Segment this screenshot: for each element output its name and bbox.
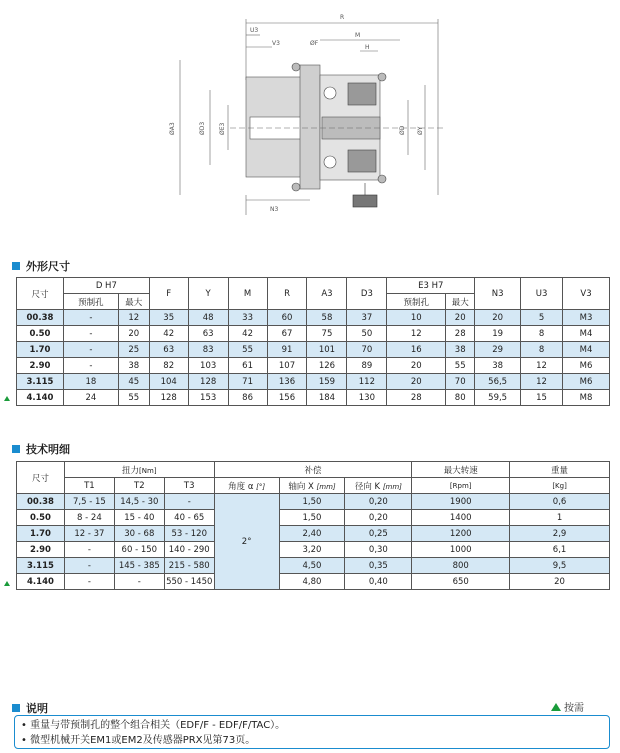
table-cell: 7,5 - 15 — [64, 494, 114, 510]
table-cell: 136 — [267, 374, 307, 390]
col-compensation: 补偿 — [214, 462, 412, 478]
table-cell: 0,25 — [345, 526, 412, 542]
col-radial: 径向 K [mm] — [345, 478, 412, 494]
table-cell: 67 — [267, 326, 307, 342]
col-t2: T2 — [114, 478, 164, 494]
table-cell: 56,5 — [475, 374, 521, 390]
table-cell: 55 — [446, 358, 475, 374]
table-cell: 8 — [521, 326, 563, 342]
table-cell: 45 — [118, 374, 149, 390]
table-cell: - — [63, 310, 118, 326]
table-cell: M3 — [563, 310, 610, 326]
table-row — [17, 574, 610, 590]
table-cell: 0,35 — [345, 558, 412, 574]
label-n3: N3 — [270, 206, 279, 213]
table-cell: 30 - 68 — [114, 526, 164, 542]
table-cell: 126 — [307, 358, 347, 374]
table-cell: 59,5 — [475, 390, 521, 406]
table-cell: - — [63, 326, 118, 342]
col-y: Y — [188, 278, 228, 310]
table-cell: 2,9 — [510, 526, 610, 542]
table-cell: 0.50 — [17, 510, 65, 526]
table-cell: 60 — [267, 310, 307, 326]
col-v3: V3 — [563, 278, 610, 310]
label-h: H — [365, 44, 370, 51]
table-cell: 75 — [307, 326, 347, 342]
note-1: • 重量与带预制孔的整个组合相关（EDF/F - EDF/F/TAC）。 — [21, 720, 286, 731]
table-cell: 140 - 290 — [164, 542, 214, 558]
table-cell: 82 — [149, 358, 188, 374]
col-angle: 角度 α [°] — [214, 478, 279, 494]
table-cell: 12 — [521, 358, 563, 374]
label-d3: ØD3 — [199, 121, 206, 135]
table-cell: 89 — [347, 358, 387, 374]
table-row — [17, 542, 610, 558]
table-cell: 107 — [267, 358, 307, 374]
label-f: ØF — [310, 40, 319, 47]
col-n3: N3 — [475, 278, 521, 310]
table-cell: - — [114, 574, 164, 590]
table-cell: 58 — [307, 310, 347, 326]
col-speed-unit: [Rpm] — [412, 478, 510, 494]
section-dimensions-heading: 外形尺寸 — [12, 258, 70, 274]
table-cell: 15 - 40 — [114, 510, 164, 526]
table-cell: 3.115 — [17, 558, 65, 574]
table-cell: 215 - 580 — [164, 558, 214, 574]
section-marker-icon — [12, 445, 20, 453]
table-cell: 1,50 — [279, 510, 345, 526]
table-cell: 12 — [521, 374, 563, 390]
table-cell: 14,5 - 30 — [114, 494, 164, 510]
table-cell: 1 — [510, 510, 610, 526]
table-cell: 28 — [387, 390, 446, 406]
table-cell: 55 — [118, 390, 149, 406]
table-row — [17, 526, 610, 542]
col-axial: 轴向 X [mm] — [279, 478, 345, 494]
table-row — [17, 494, 610, 510]
table-cell: 4,80 — [279, 574, 345, 590]
table-cell: 1,50 — [279, 494, 345, 510]
table-row — [17, 558, 610, 574]
table-cell: 650 — [412, 574, 510, 590]
table-cell: 38 — [446, 342, 475, 358]
col-e3: E3 H7 — [387, 278, 475, 294]
table-cell: 37 — [347, 310, 387, 326]
coupling-drawing — [150, 5, 460, 220]
table-cell: - — [164, 494, 214, 510]
table-cell: 70 — [446, 374, 475, 390]
section-marker-icon — [12, 262, 20, 270]
table-cell: 18 — [63, 374, 118, 390]
table-row — [17, 310, 610, 326]
angle-value-cell: 2° — [214, 494, 279, 590]
table-cell: 19 — [475, 326, 521, 342]
table-cell: 104 — [149, 374, 188, 390]
col-size: 尺寸 — [17, 278, 64, 310]
table-cell: 33 — [228, 310, 267, 326]
col-r: R — [267, 278, 307, 310]
table-cell: 70 — [347, 342, 387, 358]
table-cell: 0,40 — [345, 574, 412, 590]
table-cell: 15 — [521, 390, 563, 406]
col-size: 尺寸 — [17, 462, 65, 494]
technical-table — [16, 461, 610, 590]
label-m: M — [355, 32, 361, 39]
table-cell: 1200 — [412, 526, 510, 542]
table-cell: 24 — [63, 390, 118, 406]
table-cell: 1400 — [412, 510, 510, 526]
col-weight: 重量 — [510, 462, 610, 478]
table-cell: - — [64, 574, 114, 590]
table-cell: M4 — [563, 342, 610, 358]
table-row — [17, 510, 610, 526]
col-d-max: 最大 — [118, 294, 149, 310]
table-cell: 4.140 — [17, 574, 65, 590]
table-cell: 184 — [307, 390, 347, 406]
table-cell: 800 — [412, 558, 510, 574]
col-e3-pre: 预制孔 — [387, 294, 446, 310]
table-cell: - — [63, 342, 118, 358]
label-d: ØD — [399, 125, 406, 135]
table-cell: 63 — [149, 342, 188, 358]
col-max-speed: 最大转速 — [412, 462, 510, 478]
table-row — [17, 342, 610, 358]
table-cell: 128 — [149, 390, 188, 406]
table-cell: 145 - 385 — [114, 558, 164, 574]
table-row — [17, 358, 610, 374]
on-request-marker-icon — [4, 581, 10, 586]
notes-box — [14, 715, 610, 749]
table-cell: 8 — [521, 342, 563, 358]
label-y: ØY — [417, 126, 424, 135]
col-d-pre: 预制孔 — [63, 294, 118, 310]
table-cell: 40 - 65 — [164, 510, 214, 526]
table-cell: 12 — [387, 326, 446, 342]
table-cell: 20 — [387, 374, 446, 390]
label-e3: ØE3 — [219, 122, 226, 135]
table-cell: 20 — [475, 310, 521, 326]
col-weight-unit: [Kg] — [510, 478, 610, 494]
on-request-marker-icon — [4, 396, 10, 401]
label-v3: V3 — [272, 40, 280, 47]
table-cell: 29 — [475, 342, 521, 358]
table-cell: 83 — [188, 342, 228, 358]
table-cell: 16 — [387, 342, 446, 358]
table-cell: - — [64, 558, 114, 574]
table-cell: 9,5 — [510, 558, 610, 574]
table-cell: 0,20 — [345, 494, 412, 510]
table-cell: 42 — [228, 326, 267, 342]
table-cell: 71 — [228, 374, 267, 390]
table-row — [17, 390, 610, 406]
table-cell: - — [64, 542, 114, 558]
table-cell: M6 — [563, 374, 610, 390]
label-r: R — [340, 14, 345, 21]
table-cell: 159 — [307, 374, 347, 390]
table-cell: 38 — [475, 358, 521, 374]
table-cell: 55 — [228, 342, 267, 358]
table-cell: M6 — [563, 358, 610, 374]
table-cell: 1.70 — [17, 526, 65, 542]
table-cell: 91 — [267, 342, 307, 358]
table-cell: 153 — [188, 390, 228, 406]
table-cell: 20 — [510, 574, 610, 590]
dimensions-table — [16, 277, 610, 406]
table-cell: - — [63, 358, 118, 374]
table-cell: 48 — [188, 310, 228, 326]
legend-on-request: 按需 — [551, 699, 584, 714]
table-cell: 3.115 — [17, 374, 64, 390]
table-cell: 128 — [188, 374, 228, 390]
table-cell: 550 - 1450 — [164, 574, 214, 590]
table-cell: 8 - 24 — [64, 510, 114, 526]
table-cell: 20 — [387, 358, 446, 374]
table-cell: 101 — [307, 342, 347, 358]
table-cell: 25 — [118, 342, 149, 358]
table-cell: 0,20 — [345, 510, 412, 526]
table-cell: 4.140 — [17, 390, 64, 406]
table-cell: 50 — [347, 326, 387, 342]
col-e3-max: 最大 — [446, 294, 475, 310]
col-d3: D3 — [347, 278, 387, 310]
table-cell: 80 — [446, 390, 475, 406]
table-cell: 2.90 — [17, 542, 65, 558]
table-cell: 12 — [118, 310, 149, 326]
table-cell: 0.50 — [17, 326, 64, 342]
table-cell: 63 — [188, 326, 228, 342]
table-cell: 4,50 — [279, 558, 345, 574]
table-cell: 2.90 — [17, 358, 64, 374]
note-2: • 微型机械开关EM1或EM2及传感器PRX见第73页。 — [21, 735, 256, 746]
col-a3: A3 — [307, 278, 347, 310]
table-cell: 42 — [149, 326, 188, 342]
table-cell: 12 - 37 — [64, 526, 114, 542]
table-row — [17, 326, 610, 342]
table-cell: 20 — [446, 310, 475, 326]
table-cell: M8 — [563, 390, 610, 406]
triangle-icon — [551, 703, 561, 711]
table-cell: 00.38 — [17, 310, 64, 326]
table-cell: 53 - 120 — [164, 526, 214, 542]
table-cell: 3,20 — [279, 542, 345, 558]
table-cell: M4 — [563, 326, 610, 342]
table-cell: 35 — [149, 310, 188, 326]
col-f: F — [149, 278, 188, 310]
table-cell: 0,6 — [510, 494, 610, 510]
label-u3: U3 — [250, 27, 259, 34]
table-cell: 6,1 — [510, 542, 610, 558]
table-cell: 0,30 — [345, 542, 412, 558]
table-cell: 10 — [387, 310, 446, 326]
table-cell: 1000 — [412, 542, 510, 558]
col-torque: 扭力[Nm] — [64, 462, 214, 478]
col-d: D H7 — [63, 278, 149, 294]
section-specs-heading: 技术明细 — [12, 441, 70, 457]
table-cell: 5 — [521, 310, 563, 326]
table-cell: 38 — [118, 358, 149, 374]
col-u3: U3 — [521, 278, 563, 310]
table-row — [17, 374, 610, 390]
table-cell: 20 — [118, 326, 149, 342]
table-cell: 28 — [446, 326, 475, 342]
col-m: M — [228, 278, 267, 310]
table-cell: 1900 — [412, 494, 510, 510]
table-cell: 60 - 150 — [114, 542, 164, 558]
label-a3: ØA3 — [169, 122, 176, 135]
table-cell: 86 — [228, 390, 267, 406]
table-cell: 130 — [347, 390, 387, 406]
col-t1: T1 — [64, 478, 114, 494]
table-cell: 112 — [347, 374, 387, 390]
table-cell: 61 — [228, 358, 267, 374]
table-cell: 103 — [188, 358, 228, 374]
section-notes-heading: 说明 — [12, 700, 48, 716]
table-cell: 1.70 — [17, 342, 64, 358]
table-cell: 156 — [267, 390, 307, 406]
table-cell: 2,40 — [279, 526, 345, 542]
table-cell: 00.38 — [17, 494, 65, 510]
col-t3: T3 — [164, 478, 214, 494]
section-marker-icon — [12, 704, 20, 712]
